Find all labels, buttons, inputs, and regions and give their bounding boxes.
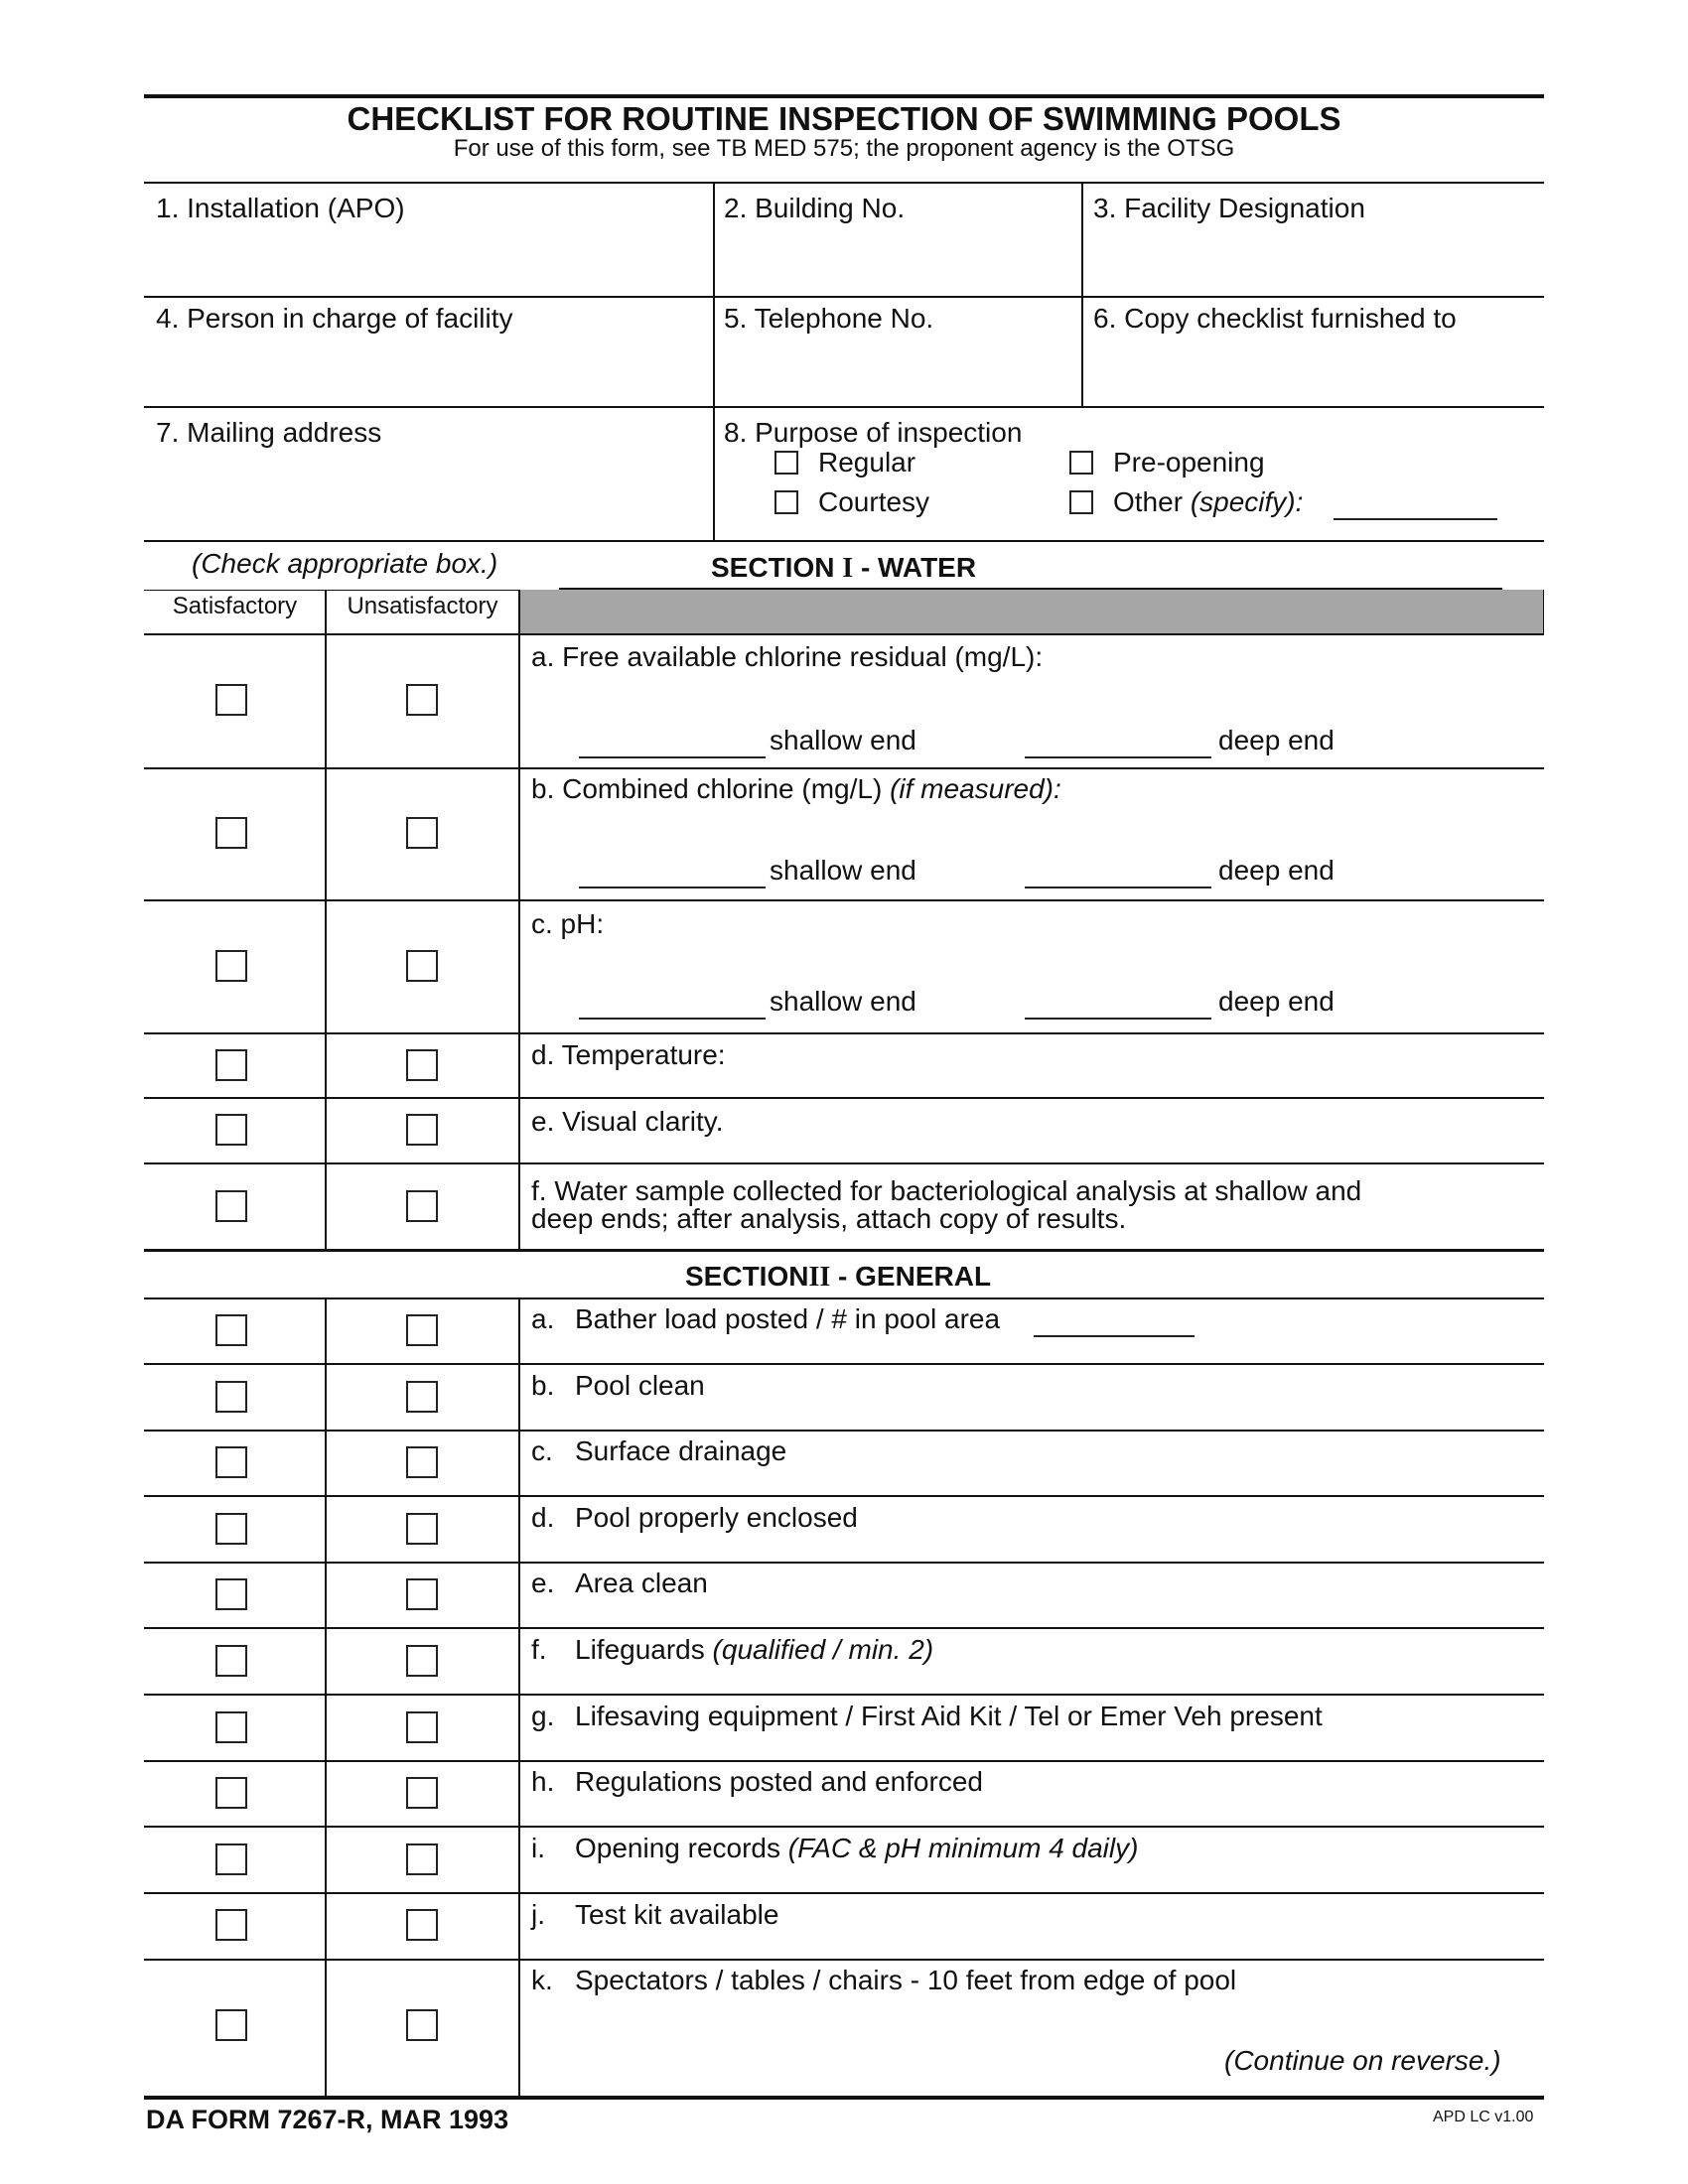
rule (713, 182, 715, 541)
other-label: Other (specify): (1113, 486, 1304, 517)
s2k-label: Spectators / tables / chairs - 10 feet from edge of pool (575, 1965, 1237, 1995)
s1d-satisfactory-checkbox[interactable] (215, 1049, 247, 1081)
s1a-shallow-label: shallow end (770, 725, 916, 755)
person-in-charge-label: 4. Person in charge of facility (156, 303, 513, 334)
col-satisfactory-header: Satisfactory (172, 593, 298, 619)
s2a-count-blank[interactable] (1034, 1335, 1195, 1337)
rule (144, 767, 1544, 769)
s2f-letter: f. (531, 1634, 547, 1665)
s1b-shallow-blank[interactable] (579, 887, 766, 888)
rule (144, 1627, 1544, 1629)
rule (325, 590, 327, 1249)
s1c-deep-blank[interactable] (1025, 1018, 1211, 1020)
s2a-unsatisfactory-checkbox[interactable] (406, 1314, 438, 1346)
s2h-unsatisfactory-checkbox[interactable] (406, 1777, 438, 1809)
s2e-label: Area clean (575, 1568, 708, 1598)
s2c-label: Surface drainage (575, 1435, 787, 1466)
s1f-label-cont: deep ends; after analysis, attach copy of results. (531, 1203, 1127, 1234)
rule (144, 1959, 1544, 1961)
rule (144, 1694, 1544, 1696)
rule (144, 1826, 1544, 1828)
s1c-deep-label: deep end (1218, 986, 1335, 1017)
s2b-letter: b. (531, 1370, 555, 1401)
form-subtitle: For use of this form, see TB MED 575; the proponent agency is the OTSG (453, 135, 1235, 162)
s2b-label: Pool clean (575, 1370, 705, 1401)
s2f-satisfactory-checkbox[interactable] (215, 1645, 247, 1677)
s1a-deep-label: deep end (1218, 725, 1335, 755)
col-unsatisfactory-header: Unsatisfactory (347, 593, 498, 619)
facility-designation-label: 3. Facility Designation (1093, 193, 1365, 223)
s1f-satisfactory-checkbox[interactable] (215, 1190, 247, 1222)
s2i-label: Opening records (FAC & pH minimum 4 daily) (575, 1833, 1139, 1863)
section2-title: SECTIONII - GENERAL (685, 1261, 992, 1293)
s2k-letter: k. (531, 1965, 553, 1995)
s2e-satisfactory-checkbox[interactable] (215, 1578, 247, 1610)
s1b-shallow-label: shallow end (770, 855, 916, 886)
s1d-label: d. Temperature: (531, 1039, 726, 1070)
s2j-unsatisfactory-checkbox[interactable] (406, 1909, 438, 1941)
s2h-letter: h. (531, 1766, 555, 1797)
bottom-rule (144, 2096, 1544, 2100)
other-checkbox[interactable] (1069, 490, 1093, 514)
s1a-deep-blank[interactable] (1025, 756, 1211, 758)
s2j-letter: j. (531, 1899, 545, 1930)
s2h-satisfactory-checkbox[interactable] (215, 1777, 247, 1809)
apd-version: APD LC v1.00 (1433, 2109, 1534, 2125)
rule (144, 1162, 1544, 1164)
s1b-deep-label: deep end (1218, 855, 1335, 886)
s1a-unsatisfactory-checkbox[interactable] (406, 684, 438, 716)
s2b-unsatisfactory-checkbox[interactable] (406, 1381, 438, 1413)
s2d-label: Pool properly enclosed (575, 1502, 858, 1533)
courtesy-label: Courtesy (818, 486, 930, 517)
other-specify-blank[interactable] (1334, 518, 1497, 520)
s2c-unsatisfactory-checkbox[interactable] (406, 1446, 438, 1478)
regular-checkbox[interactable] (774, 451, 798, 475)
telephone-label: 5. Telephone No. (724, 303, 934, 334)
rule (144, 1760, 1544, 1762)
rule (144, 1495, 1544, 1497)
rule (144, 1363, 1544, 1365)
s2a-label: Bather load posted / # in pool area (575, 1303, 1001, 1334)
rule (518, 590, 520, 1249)
s1e-satisfactory-checkbox[interactable] (215, 1114, 247, 1146)
rule (144, 1297, 1544, 1299)
s1b-satisfactory-checkbox[interactable] (215, 817, 247, 849)
pre-opening-label: Pre-opening (1113, 447, 1265, 478)
rule (144, 406, 1544, 408)
purpose-label: 8. Purpose of inspection (724, 417, 1023, 448)
building-no-label: 2. Building No. (724, 193, 906, 223)
s2g-letter: g. (531, 1701, 555, 1731)
s1c-unsatisfactory-checkbox[interactable] (406, 950, 438, 982)
s1f-label: f. Water sample collected for bacteriological analysis at shallow and (531, 1175, 1362, 1206)
pre-opening-checkbox[interactable] (1069, 451, 1093, 475)
rule (144, 1892, 1544, 1894)
grey-header-bar (519, 590, 1544, 633)
s2e-unsatisfactory-checkbox[interactable] (406, 1578, 438, 1610)
s1a-shallow-blank[interactable] (579, 756, 766, 758)
top-rule (144, 94, 1544, 98)
rule (144, 1032, 1544, 1034)
rule (144, 633, 1544, 635)
s2d-unsatisfactory-checkbox[interactable] (406, 1513, 438, 1545)
check-note: (Check appropriate box.) (192, 548, 498, 579)
continue-note: (Continue on reverse.) (1224, 2045, 1501, 2076)
rule (144, 1430, 1544, 1432)
s1a-satisfactory-checkbox[interactable] (215, 684, 247, 716)
s2j-label: Test kit available (575, 1899, 779, 1930)
s1b-deep-blank[interactable] (1025, 887, 1211, 888)
section1-title: SECTION I - WATER (711, 552, 977, 584)
s1c-shallow-label: shallow end (770, 986, 916, 1017)
s2e-letter: e. (531, 1568, 555, 1598)
s2f-label: Lifeguards (qualified / min. 2) (575, 1634, 934, 1665)
rule (144, 1097, 1544, 1099)
s2k-unsatisfactory-checkbox[interactable] (406, 2009, 438, 2041)
rule (144, 899, 1544, 901)
s1a-label: a. Free available chlorine residual (mg/L): (531, 641, 1044, 672)
s1c-shallow-blank[interactable] (579, 1018, 766, 1020)
s1e-unsatisfactory-checkbox[interactable] (406, 1114, 438, 1146)
rule (325, 1298, 327, 2098)
form-title: CHECKLIST FOR ROUTINE INSPECTION OF SWIMMING POOLS (347, 100, 1341, 137)
s1e-label: e. Visual clarity. (531, 1106, 724, 1137)
s1c-label: c. pH: (531, 908, 605, 939)
s1d-unsatisfactory-checkbox[interactable] (406, 1049, 438, 1081)
s2b-satisfactory-checkbox[interactable] (215, 1381, 247, 1413)
rule (144, 1562, 1544, 1564)
rule (144, 182, 1544, 184)
s2i-satisfactory-checkbox[interactable] (215, 1843, 247, 1875)
copy-furnished-label: 6. Copy checklist furnished to (1093, 303, 1457, 334)
s2a-letter: a. (531, 1303, 555, 1334)
s2a-satisfactory-checkbox[interactable] (215, 1314, 247, 1346)
rule (144, 296, 1544, 298)
s2k-satisfactory-checkbox[interactable] (215, 2009, 247, 2041)
form-number: DA FORM 7267-R, MAR 1993 (146, 2105, 509, 2134)
rule (559, 588, 1502, 590)
s2g-unsatisfactory-checkbox[interactable] (406, 1711, 438, 1743)
rule (518, 1298, 520, 2098)
s1b-unsatisfactory-checkbox[interactable] (406, 817, 438, 849)
courtesy-checkbox[interactable] (774, 490, 798, 514)
s2i-unsatisfactory-checkbox[interactable] (406, 1843, 438, 1875)
s1f-unsatisfactory-checkbox[interactable] (406, 1190, 438, 1222)
s2c-letter: c. (531, 1435, 553, 1466)
rule (144, 540, 1544, 542)
s1b-label: b. Combined chlorine (mg/L) (if measured): (531, 773, 1061, 804)
s2g-label: Lifesaving equipment / First Aid Kit / Tel or Emer Veh present (575, 1701, 1323, 1731)
regular-label: Regular (818, 447, 916, 478)
s2c-satisfactory-checkbox[interactable] (215, 1446, 247, 1478)
s2i-letter: i. (531, 1833, 545, 1863)
s2j-satisfactory-checkbox[interactable] (215, 1909, 247, 1941)
rule (1543, 590, 1544, 633)
rule (1081, 182, 1083, 407)
mailing-address-label: 7. Mailing address (156, 417, 382, 448)
installation-label: 1. Installation (APO) (156, 193, 405, 223)
s2f-unsatisfactory-checkbox[interactable] (406, 1645, 438, 1677)
s1c-satisfactory-checkbox[interactable] (215, 950, 247, 982)
s2d-satisfactory-checkbox[interactable] (215, 1513, 247, 1545)
s2g-satisfactory-checkbox[interactable] (215, 1711, 247, 1743)
s2h-label: Regulations posted and enforced (575, 1766, 983, 1797)
rule (144, 1249, 1544, 1252)
s2d-letter: d. (531, 1502, 555, 1533)
